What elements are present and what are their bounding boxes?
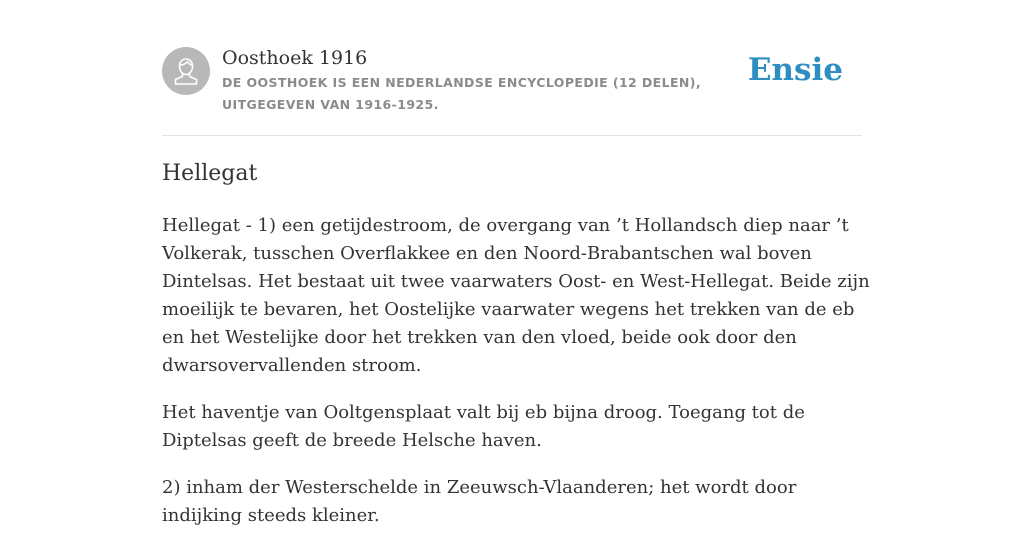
article-paragraph: 2) inham der Westerschelde in Zeeuwsch-Vlaanderen; het wordt door indijking steeds kleiner. bbox=[162, 477, 797, 526]
article-body bbox=[162, 212, 874, 549]
article-paragraph: Hellegat - 1) een getijdestroom, de overgang van ’t Hollandsch diep naar ’t Volkerak, tusschen Overflakkee en den Noord-Brabantschen wal boven Dintelsas. Het bestaat uit twee vaarwaters Oost- en West-Hellegat. Beide zijn moeilijk te bevaren, het Oostelijke vaarwater wegens het trekken van de eb en het Westelijke door het trekken van den vloed, beide ook door den dwarsovervallenden stroom. bbox=[162, 215, 870, 376]
source-header bbox=[162, 45, 862, 136]
source-description: DE OOSTHOEK IS EEN NEDERLANDSE ENCYCLOPEDIE (12 DELEN), UITGEGEVEN VAN 1916-1925. bbox=[222, 75, 702, 112]
article-paragraph: Het haventje van Ooltgensplaat valt bij eb bijna droog. Toegang tot de Diptelsas geeft de breede Helsche haven. bbox=[162, 402, 805, 451]
ensie-logo[interactable]: Ensie bbox=[747, 52, 843, 88]
source-title[interactable]: Oosthoek 1916 bbox=[222, 47, 368, 69]
article-title: Hellegat bbox=[162, 161, 258, 186]
user-silhouette-icon bbox=[162, 47, 210, 95]
